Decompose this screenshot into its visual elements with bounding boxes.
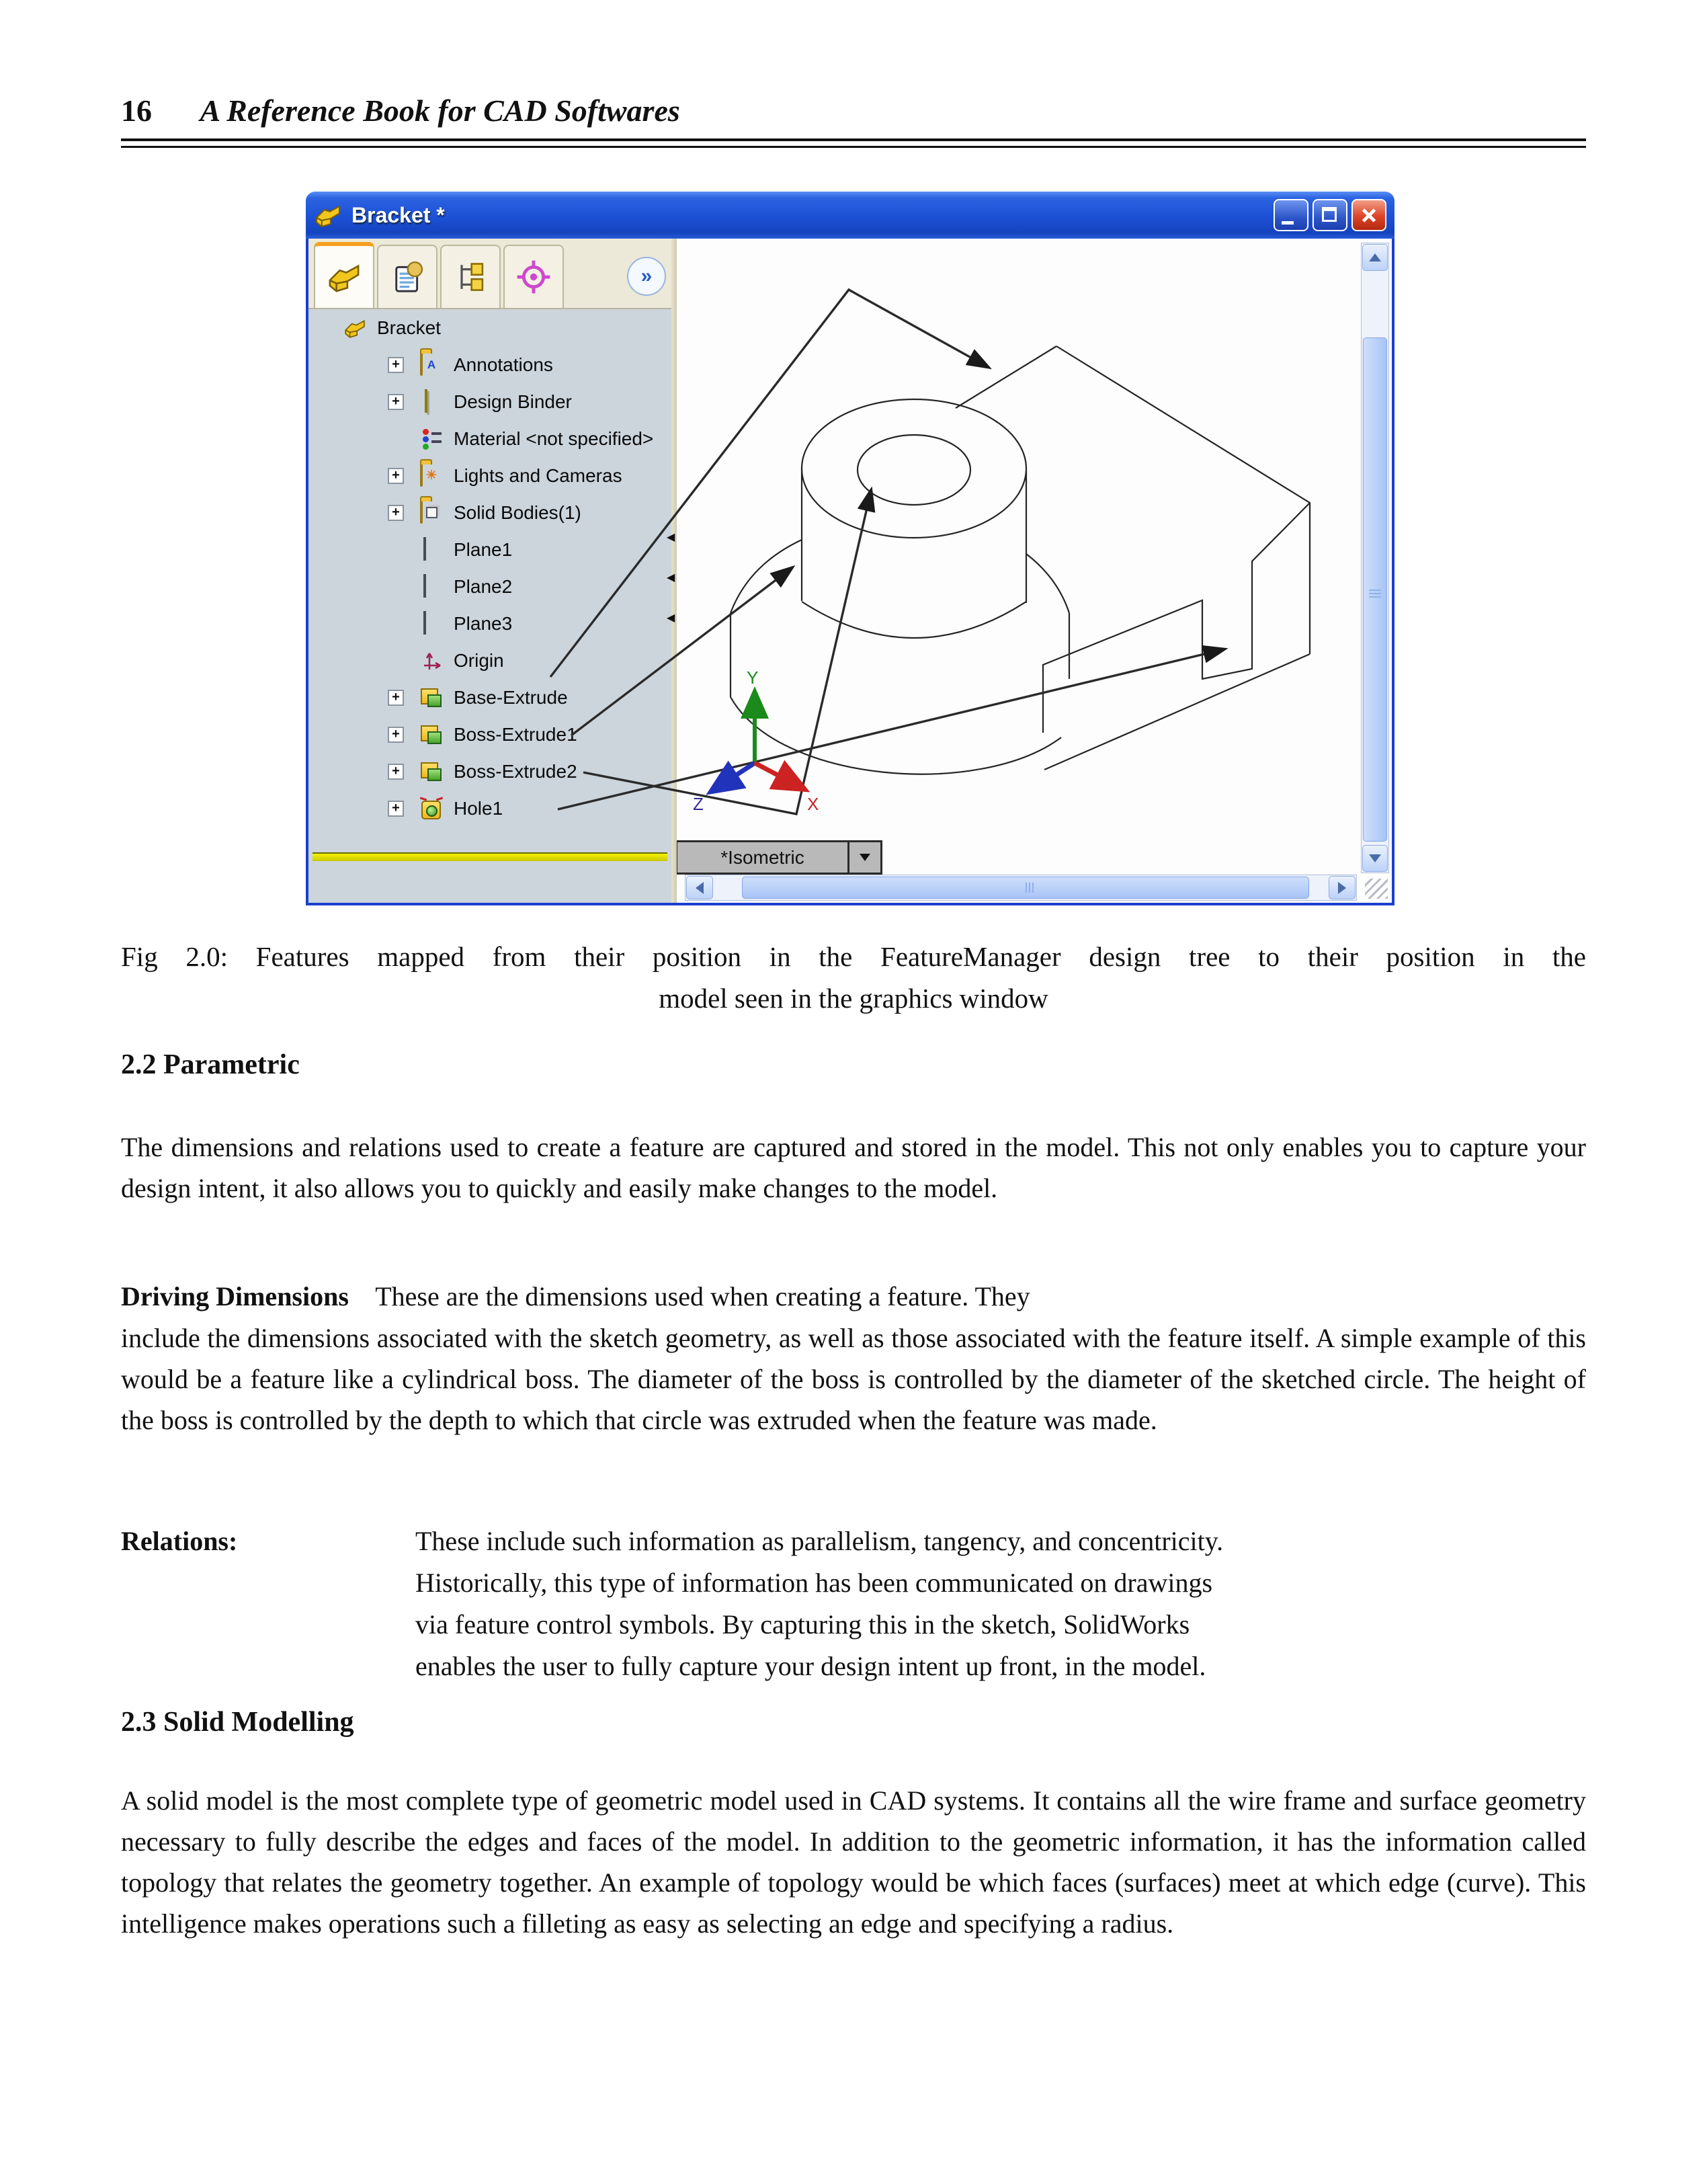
figure-caption-line1: Fig 2.0: Features mapped from their position in the FeatureManager design tree to their position in the [121, 941, 1586, 972]
relations-lead: Relations: [121, 1526, 238, 1556]
driving-dimensions-line [121, 1276, 1586, 1317]
featuremanager-panel [308, 239, 671, 903]
expand-icon[interactable]: + [388, 690, 404, 706]
expand-icon[interactable]: + [388, 505, 404, 521]
close-button[interactable] [1351, 199, 1386, 231]
part-icon [314, 201, 342, 229]
relations-line: Historically, this type of information has been communicated on drawings [415, 1568, 1213, 1598]
dropdown-arrow[interactable] [847, 842, 880, 873]
tab-propertymanager[interactable] [377, 245, 438, 308]
tree-item-design-binder[interactable]: + Design Binder [308, 383, 671, 420]
arrow-down-icon [1369, 854, 1381, 862]
window-body [306, 239, 1394, 905]
tree-item-boss-extrude2[interactable]: + Boss-Extrude2 [308, 753, 671, 790]
vertical-scroll-thumb[interactable] [1363, 337, 1387, 842]
plane-icon [420, 575, 443, 598]
minimize-button[interactable] [1274, 199, 1308, 231]
solid-bodies-folder-icon [420, 501, 443, 524]
expand-icon[interactable]: + [388, 394, 404, 410]
driving-dimensions-rest: These are the dimensions used when creating a feature. They [375, 1281, 1030, 1311]
arrow-left-icon [696, 882, 704, 894]
view-orientation-dropdown[interactable] [677, 840, 882, 875]
vertical-scrollbar[interactable] [1361, 243, 1389, 873]
relations-line: enables the user to fully capture your design intent up front, in the model. [415, 1651, 1206, 1681]
section-heading-solid-modelling: 2.3 Solid Modelling [121, 1707, 354, 1738]
solidworks-window [306, 192, 1394, 905]
panel-overflow-button[interactable] [627, 257, 666, 296]
propertymanager-tab-icon [390, 259, 425, 294]
window-resize-grip[interactable] [1365, 879, 1388, 899]
tree-item-plane1[interactable]: Plane1 [308, 531, 671, 568]
page-number: 16 [121, 93, 152, 128]
expand-icon[interactable]: + [388, 357, 404, 373]
scroll-down-button[interactable] [1362, 845, 1388, 872]
extrude-icon [420, 723, 443, 746]
solid-modelling-paragraph: A solid model is the most complete type of geometric model used in CAD systems. It contains all the wire frame and surface geometry necessary to fully describe the edges and faces of the model. In addition to the geometric information, it has the information called topology that relates the geometry together. An example of topology would be which faces (surfaces) meet at which edge (curve). This intelligence makes operations such a filleting as easy as selecting an edge and specifying a radius. [121, 1785, 1586, 1939]
tab-configurationmanager[interactable] [440, 245, 501, 308]
chevron-down-icon [860, 854, 870, 861]
plane-icon [420, 538, 443, 561]
graphics-area[interactable] [677, 239, 1392, 903]
scroll-left-button[interactable] [686, 876, 713, 899]
origin-icon [420, 649, 443, 672]
extrude-icon [420, 686, 443, 709]
expand-icon[interactable]: + [388, 801, 404, 817]
parametric-paragraph: The dimensions and relations used to create a feature are captured and stored in the model. This not only enables you to capture your design intent, it also allows you to quickly and easily make changes to the model. [121, 1132, 1586, 1203]
tree-item-solid-bodies[interactable]: + Solid Bodies(1) [308, 494, 671, 531]
tree-item-plane3[interactable]: Plane3 [308, 605, 671, 642]
triad-x-label: X [807, 794, 819, 814]
relations-block [121, 1521, 1586, 1687]
minimize-icon [1282, 221, 1294, 225]
figure-caption-line2: model seen in the graphics window [659, 983, 1048, 1014]
horizontal-scrollbar[interactable] [685, 875, 1357, 901]
arrow-right-icon [1338, 882, 1346, 894]
tree-item-material[interactable]: Material <not specified> [308, 420, 671, 457]
scroll-right-button[interactable] [1329, 876, 1356, 899]
design-binder-icon [420, 391, 443, 413]
tree-item-base-extrude[interactable]: + Base-Extrude [308, 679, 671, 716]
tree-item-boss-extrude1[interactable]: + Boss-Extrude1 [308, 716, 671, 753]
section-heading-parametric: 2.2 Parametric [121, 1049, 300, 1080]
tree-item-annotations[interactable]: + A Annotations [308, 346, 671, 383]
hole-icon [420, 797, 443, 820]
annotations-folder-icon: A [420, 354, 443, 376]
panel-splitter[interactable] [667, 239, 677, 903]
expand-icon[interactable]: + [388, 468, 404, 484]
window-titlebar[interactable] [306, 192, 1394, 239]
tree-item-plane2[interactable]: Plane2 [308, 568, 671, 605]
material-icon [420, 428, 443, 450]
tree-item-origin[interactable]: Origin [308, 642, 671, 679]
collapse-panel-icon[interactable]: ◀ [667, 572, 675, 583]
page-header [121, 93, 1586, 128]
panel-tabbar [308, 239, 671, 309]
tree-item-hole1[interactable]: + Hole1 [308, 790, 671, 827]
maximize-button[interactable] [1313, 199, 1347, 231]
scroll-up-button[interactable] [1362, 244, 1388, 271]
relations-line: via feature control symbols. By capturing this in the sketch, SolidWorks [415, 1609, 1190, 1640]
extrude-icon [420, 760, 443, 783]
book-title: A Reference Book for CAD Softwares [200, 93, 680, 128]
feature-tree [308, 309, 671, 827]
triad-z-label: Z [693, 794, 704, 814]
featuremanager-tab-icon [327, 259, 362, 294]
relations-line: These include such information as parallelism, tangency, and concentricity. [415, 1526, 1224, 1556]
tree-item-lights-and-cameras[interactable]: + ☀ Lights and Cameras [308, 457, 671, 494]
window-title: Bracket * [351, 202, 445, 227]
tab-featuremanager[interactable] [314, 242, 374, 308]
lights-cameras-folder-icon: ☀ [420, 464, 443, 487]
tree-item-bracket[interactable]: Bracket [308, 309, 671, 346]
driving-dimensions-paragraph: include the dimensions associated with the sketch geometry, as well as those associated with the feature itself. A simple example of this would be a feature like a cylindrical boss. The diameter of the boss is controlled by the diameter of the sketched circle. The height of the boss is controlled by the depth to which that circle was extruded when the feature was made. [121, 1323, 1586, 1435]
configurationmanager-tab-icon [453, 259, 488, 294]
figure-caption [121, 936, 1586, 1019]
tab-dimxpertmanager[interactable] [503, 245, 564, 308]
collapse-panel-icon[interactable]: ◀ [667, 532, 675, 543]
triad-y-label: Y [747, 668, 759, 688]
view-orientation-value: *Isometric [720, 846, 804, 868]
collapse-panel-icon[interactable]: ◀ [667, 612, 675, 624]
maximize-icon [1322, 207, 1337, 222]
double-chevron-icon: » [640, 265, 653, 287]
header-rule [121, 138, 1586, 148]
arrow-up-icon [1369, 253, 1381, 261]
plane-icon [420, 612, 443, 635]
part-icon [343, 317, 366, 339]
dimxpertmanager-tab-icon [516, 259, 551, 294]
horizontal-scroll-thumb[interactable] [742, 877, 1309, 899]
expand-icon[interactable]: + [388, 764, 404, 780]
expand-icon[interactable]: + [388, 727, 404, 743]
driving-dimensions-lead: Driving Dimensions [121, 1281, 349, 1311]
rollback-bar[interactable] [313, 852, 667, 861]
